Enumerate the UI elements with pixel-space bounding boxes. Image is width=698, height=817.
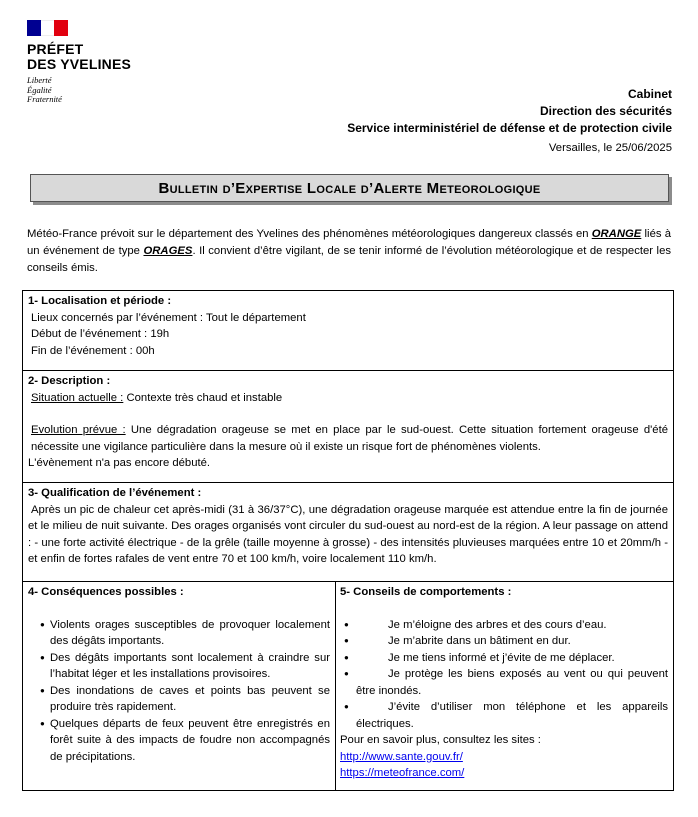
list-item: ● Des inondations de caves et points bas peuvent se produire très rapidement.: [28, 683, 330, 716]
alert-level: ORANGE: [591, 228, 642, 240]
list-item: ● Violents orages susceptibles de provoquer localement des dégâts importants.: [28, 617, 330, 650]
service-line-cabinet: Cabinet: [627, 87, 672, 101]
list-item: ● Quelques départs de feux peuvent être enregistrés en forêt suite à des impacts de foudre non accompagnés de précipitations.: [28, 716, 330, 766]
list-item: ● Je m’éloigne des arbres et des cours d’eau.: [340, 617, 668, 634]
section-line: Début de l’événement : 19h: [31, 328, 170, 340]
section-heading: 3- Qualification de l’événement :: [28, 487, 202, 499]
list-item: ● J’évite d’utiliser mon téléphone et les appareils électriques.: [340, 699, 668, 732]
evolution-paragraph: Evolution prévue : Une dégradation orageuse se met en place par le sud-ouest. Cette situation fortement orageuse d'été nécessite une vigilance particulière dans la mesure où il existe un risque fort de phénomènes violents.: [31, 424, 668, 453]
list-item: ● Je protège les biens exposés au vent ou qui peuvent être inondés.: [340, 666, 668, 699]
conseils-column: [335, 582, 673, 790]
section-localisation: [22, 290, 674, 371]
consequences-list: [28, 617, 330, 766]
list-item: ● Je m’abrite dans un bâtiment en dur.: [340, 633, 668, 650]
bulletin-title-box: [30, 174, 669, 202]
service-line-direction: Direction des sécurités: [539, 104, 672, 118]
alert-type: ORAGES: [143, 245, 193, 257]
section-line: Fin de l’événement : 00h: [31, 344, 155, 357]
section-heading: 4- Conséquences possibles :: [28, 586, 184, 598]
link-meteofrance[interactable]: https://meteofrance.com/: [340, 767, 465, 779]
consequences-column: [23, 582, 336, 790]
section-heading: 5- Conseils de comportements :: [340, 586, 512, 598]
service-header: [347, 86, 672, 137]
conseils-list: [340, 617, 668, 733]
section-heading: 1- Localisation et période :: [28, 295, 172, 307]
marianne-flag-icon: [27, 20, 68, 36]
section-qualification: [22, 482, 674, 582]
situation-line: Situation actuelle : Contexte très chaud et instable: [31, 391, 283, 404]
date-line: Versailles, le 25/06/2025: [548, 142, 672, 154]
section-description: [22, 370, 674, 483]
qualification-text: Après un pic de chaleur cet après-midi (31 à 36/37°C), une dégradation orageuse marquée est attendue entre la fin de journée et le milieu de nuit suivante. Des orages organisés vont circuler du sud-ouest au nord-est de la région. A leur passage on attend : - une forte activité électrique - de la grêle (taille moyenne à grosse) - des intensités pluvieuses marquées entre 10 et 20mm/h - et enfin de fortes rafales de vent entre 70 et 100 km/h, voire localement 110 km/h.: [28, 503, 668, 565]
prefecture-name: PRÉFET DES YVELINES: [27, 41, 132, 72]
section-consequences-conseils: [22, 581, 674, 791]
prefecture-logo: [27, 20, 167, 105]
service-line-sidpc: Service interministériel de défense et de protection civile: [347, 121, 672, 135]
more-info-text: Pour en savoir plus, consultez les sites :: [340, 734, 541, 746]
republic-motto: Liberté Égalité Fraternité: [27, 75, 62, 104]
list-item: ● Des dégâts importants sont localement à craindre sur l’habitat léger et les installations provisoires.: [28, 650, 330, 683]
section-line: Lieux concernés par l’événement : Tout le département: [31, 311, 306, 324]
link-sante[interactable]: http://www.sante.gouv.fr/: [340, 750, 463, 763]
bulletin-title: Bulletin d’Expertise Locale d’Alerte Meteorologique: [158, 179, 541, 197]
section-heading: 2- Description :: [28, 375, 111, 387]
event-status: L'évènement n'a pas encore débuté.: [28, 457, 211, 469]
list-item: ● Je me tiens informé et j’évite de me déplacer.: [340, 650, 668, 667]
intro-paragraph: Météo-France prévoit sur le département des Yvelines des phénomènes météorologiques dangereux classés en ORANGE liés à un événement de type ORAGES. Il convient d’être vigilant, de se tenir informé de l’évolution météorologique et de respecter les conseils émis.: [27, 228, 671, 274]
